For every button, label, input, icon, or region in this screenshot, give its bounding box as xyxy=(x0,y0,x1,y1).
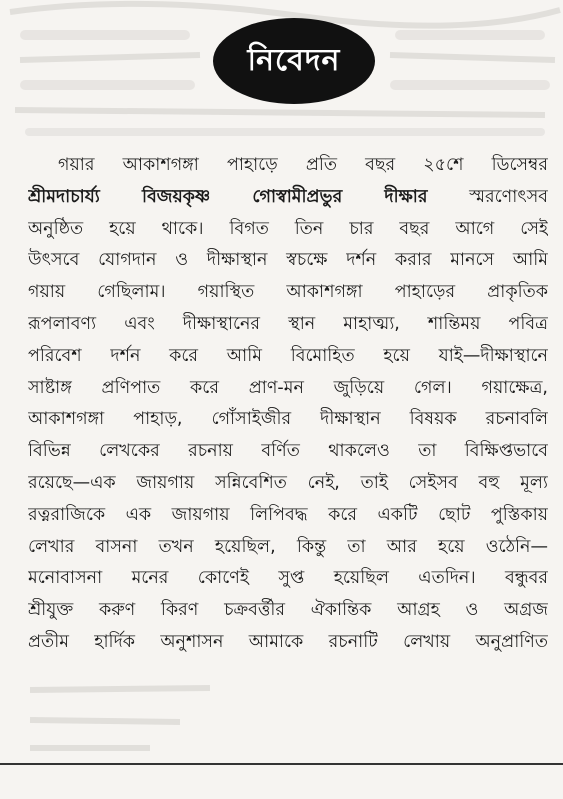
text-line-9: আকাশগঙ্গা পাহাড়, গোঁসাইজীর দীক্ষাস্থান বিষয়ক রচনাবলি xyxy=(28,409,548,430)
title-badge xyxy=(213,18,375,104)
text-line-1: গয়ার আকাশগঙ্গা পাহাড়ে প্রতি বছর ২৫শে ডিসেম্বর xyxy=(58,155,548,175)
bold-phrase: শ্রীমদাচার্য্য বিজয়কৃষ্ণ গোস্বামীপ্রভুর দীক্ষার xyxy=(28,186,428,207)
text-line-14: মনোবাসনা মনের কোণেই সুপ্ত হয়েছিল এতদিন। বন্ধুবর xyxy=(28,568,548,589)
text-line-2: শ্রীমদাচার্য্য বিজয়কৃষ্ণ গোস্বামীপ্রভুর দীক্ষার স্মরণোৎসব xyxy=(28,186,548,207)
text-line-3: অনুষ্ঠিত হয়ে থাকে। বিগত তিন চার বছর আগে সেই xyxy=(28,218,548,239)
text-line-16: প্রতীম হার্দিক অনুশাসন আমাকে রচনাটি লেখায় অনুপ্রাণিত xyxy=(28,631,548,652)
text-line-15: শ্রীযুক্ত করুণ কিরণ চক্রবর্ত্তীর ঐকান্তিক আগ্রহ ও অগ্রজ xyxy=(28,600,548,621)
text-line-8: সাষ্টাঙ্গ প্রণিপাত করে প্রাণ-মন জুড়িয়ে গেল। গয়াক্ষেত্র, xyxy=(28,377,548,398)
text-line-10: বিভিন্ন লেখকের রচনায় বর্ণিত থাকলেও তা বিক্ষিপ্তভাবে xyxy=(28,441,548,462)
footer-rule xyxy=(0,763,563,765)
text-line-11: রয়েছে—এক জায়গায় সন্নিবেশিত নেই, তাই সেইসব বহু মূল্য xyxy=(28,472,548,493)
body-text xyxy=(28,150,548,659)
text-line-6: রূপলাবণ্য এবং দীক্ষাস্থানের স্থান মাহাত্ম্য, শান্তিময় পবিত্র xyxy=(28,313,548,334)
text-line-7: পরিবেশ দর্শন করে আমি বিমোহিত হয়ে যাই—দীক্ষাস্থানে xyxy=(28,345,548,366)
text-line-5: গয়ায় গেছিলাম। গয়াস্থিত আকাশগঙ্গা পাহাড়ের প্রাকৃতিক xyxy=(28,282,548,303)
text-line-4: উৎসবে যোগদান ও দীক্ষাস্থান স্বচক্ষে দর্শন করার মানসে আমি xyxy=(28,250,548,271)
page-title: নিবেদন xyxy=(247,42,341,78)
text-line-12: রত্নরাজিকে এক জায়গায় লিপিবদ্ধ করে একটি ছোট পুস্তিকায় xyxy=(28,504,548,525)
text-line-13: লেখার বাসনা তখন হয়েছিল, কিন্তু তা আর হয়ে ওঠেনি— xyxy=(28,536,548,557)
